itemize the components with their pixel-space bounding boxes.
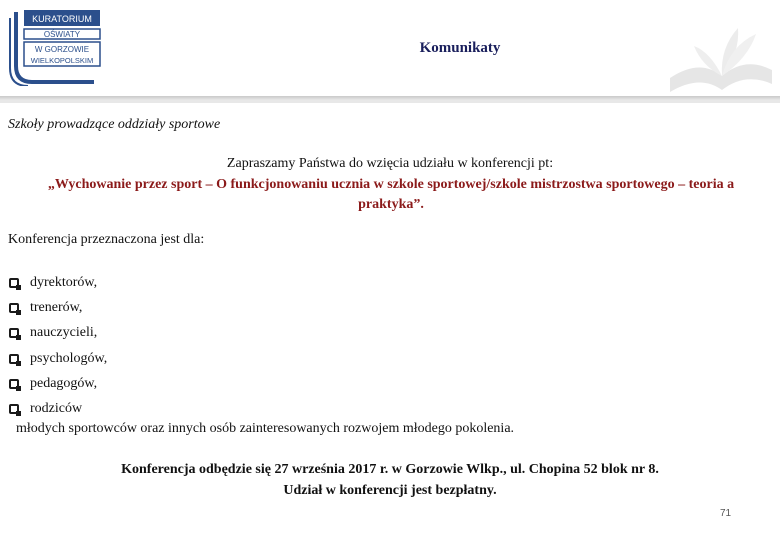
section-title: Szkoły prowadzące oddziały sportowe bbox=[8, 117, 221, 132]
audience-tail-text: młodych sportowców oraz innych osób zainteresowanych rozwojem młodego pokolenia. bbox=[16, 421, 515, 436]
checkbox-bullet-icon bbox=[9, 404, 19, 414]
logo-line-1: KURATORIUM bbox=[32, 14, 92, 24]
intended-for-text: Konferencja przeznaczona jest dla: bbox=[8, 232, 205, 247]
open-book-icon bbox=[660, 18, 778, 104]
logo-line-2: OŚWIATY bbox=[43, 30, 81, 39]
header-divider-shadow bbox=[0, 100, 780, 103]
list-item bbox=[8, 295, 107, 320]
checkbox-bullet-icon bbox=[9, 328, 19, 338]
list-item bbox=[8, 371, 107, 396]
list-item bbox=[8, 270, 107, 295]
list-item bbox=[8, 346, 107, 371]
logo-line-3: W GORZOWIE bbox=[34, 45, 90, 54]
list-item bbox=[8, 396, 107, 421]
checkbox-bullet-icon bbox=[9, 303, 19, 313]
list-item bbox=[8, 321, 107, 346]
page-title: Komunikaty bbox=[419, 40, 501, 56]
audience-label: pedagogów, bbox=[30, 375, 98, 391]
event-details bbox=[0, 459, 780, 501]
audience-list bbox=[8, 270, 107, 422]
audience-label: rodziców bbox=[30, 401, 83, 417]
checkbox-bullet-icon bbox=[9, 379, 19, 389]
audience-label: nauczycieli, bbox=[30, 325, 98, 341]
checkbox-bullet-icon bbox=[9, 278, 19, 288]
invitation-text: Zapraszamy Państwa do wzięcia udziału w konferencji pt: bbox=[226, 156, 554, 171]
event-free-entry: Udział w konferencji jest bezpłatny. bbox=[283, 483, 497, 498]
audience-label: dyrektorów, bbox=[30, 274, 98, 290]
conference-title: „Wychowanie przez sport – O funkcjonowaniu ucznia w szkole sportowej/szkole mistrzostwa sportowego – teoria a praktyka”. bbox=[47, 177, 735, 212]
checkbox-bullet-icon bbox=[9, 354, 19, 364]
logo-line-4: WIELKOPOLSKIM bbox=[30, 56, 94, 65]
page-number: 71 bbox=[720, 508, 732, 519]
event-date-location: Konferencja odbędzie się 27 września 2017 r. w Gorzowie Wlkp., ul. Chopina 52 blok nr 8. bbox=[121, 462, 659, 477]
audience-label: psychologów, bbox=[30, 350, 108, 366]
audience-label: trenerów, bbox=[30, 299, 83, 315]
